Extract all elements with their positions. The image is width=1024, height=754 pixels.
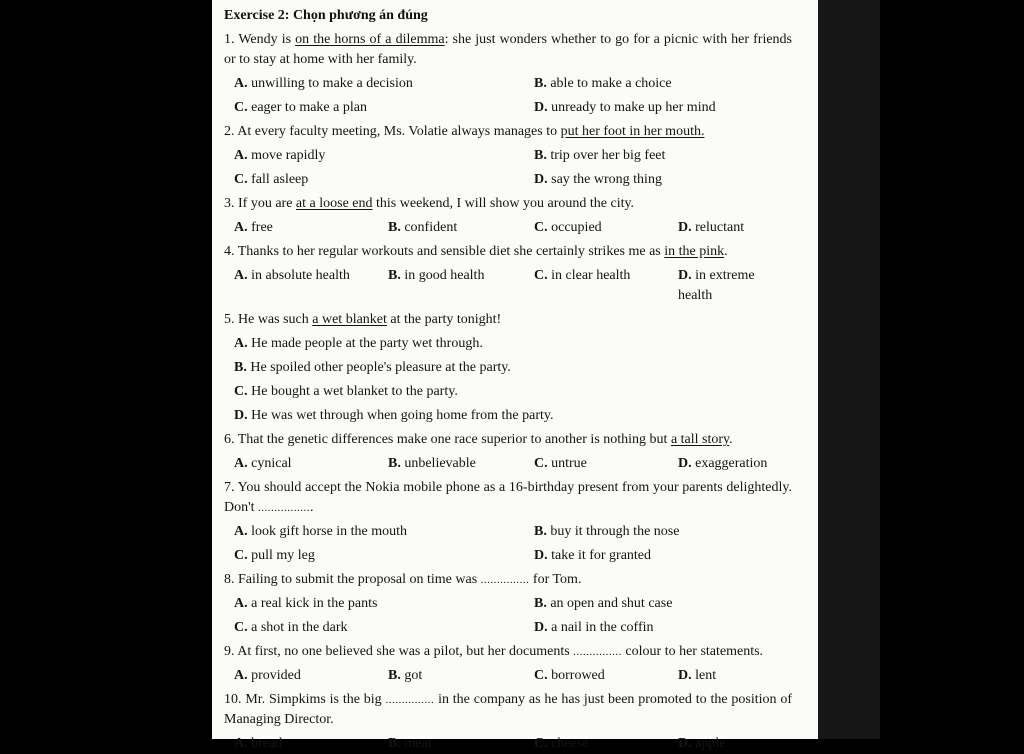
answer-option: A. cynical xyxy=(234,456,292,471)
question xyxy=(224,310,792,426)
answer-option: B. buy it through the nose xyxy=(534,524,680,539)
answer-option: C. eager to make a plan xyxy=(234,100,367,115)
question xyxy=(224,122,792,190)
fill-in-blank: ............... xyxy=(573,646,622,658)
option-label: C. xyxy=(534,220,548,235)
answer-option: A. bread xyxy=(234,736,283,751)
option-label: D. xyxy=(678,736,692,751)
option-label: A. xyxy=(234,596,248,611)
answer-option: B. confident xyxy=(388,220,458,235)
answer-option: D. in extreme health xyxy=(678,268,755,303)
stem-text: Wendy is xyxy=(238,32,296,47)
option-label: B. xyxy=(388,456,401,471)
option-label: B. xyxy=(534,524,547,539)
question xyxy=(224,642,792,686)
question xyxy=(224,242,792,306)
stem-text: this weekend, I will show you around the city. xyxy=(372,196,635,211)
option-label: A. xyxy=(234,668,248,683)
question xyxy=(224,478,792,566)
answer-options xyxy=(234,218,792,238)
option-label: D. xyxy=(678,268,692,283)
question-stem xyxy=(224,478,792,518)
option-label: A. xyxy=(234,220,248,235)
option-label: B. xyxy=(534,76,547,91)
answer-option: B. able to make a choice xyxy=(534,76,672,91)
option-label: B. xyxy=(388,668,401,683)
question xyxy=(224,690,792,754)
answer-option: C. cheese xyxy=(534,736,589,751)
underlined-idiom: a wet blanket xyxy=(312,312,387,327)
answer-option: C. in clear health xyxy=(534,268,631,283)
option-label: A. xyxy=(234,336,248,351)
answer-option: C. fall asleep xyxy=(234,172,309,187)
fill-in-blank: ............... xyxy=(385,694,435,706)
answer-option: A. unwilling to make a decision xyxy=(234,76,413,91)
option-label: D. xyxy=(534,548,548,563)
option-label: C. xyxy=(534,736,548,751)
option-label: C. xyxy=(234,100,248,115)
option-label: C. xyxy=(534,268,548,283)
answer-option: A. a real kick in the pants xyxy=(234,596,378,611)
question-number: 7. xyxy=(224,480,238,495)
question-number: 2. xyxy=(224,124,238,139)
underlined-idiom: a tall story xyxy=(670,432,730,447)
answer-option: B. unbelievable xyxy=(388,456,476,471)
question-stem xyxy=(224,122,792,142)
answer-option: C. occupied xyxy=(534,220,602,235)
option-label: D. xyxy=(678,456,692,471)
underlined-idiom: on the horns of a dilemma xyxy=(295,32,445,47)
stem-text: in the company as he has just been promoted to the position of Managing Director. xyxy=(224,692,793,727)
option-label: B. xyxy=(388,268,401,283)
answer-option: D. exaggeration xyxy=(678,456,768,471)
option-label: A. xyxy=(234,268,248,283)
answer-options xyxy=(234,334,792,426)
answer-option: C. untrue xyxy=(534,456,587,471)
option-label: C. xyxy=(234,620,248,635)
stem-text: You should accept the Nokia mobile phone as a 16-birthday present from your parents delightedly. Don't xyxy=(224,480,792,515)
stem-text: : she just wonders whether to go for a picnic with her friends or to stay at home with her family. xyxy=(224,32,792,67)
option-label: C. xyxy=(534,456,548,471)
option-label: C. xyxy=(234,548,248,563)
option-label: C. xyxy=(534,668,548,683)
option-label: D. xyxy=(534,620,548,635)
question xyxy=(224,430,792,474)
question xyxy=(224,30,792,118)
answer-options xyxy=(234,146,792,190)
answer-options xyxy=(234,734,792,754)
stem-text: . xyxy=(310,500,314,515)
stem-text: Thanks to her regular workouts and sensible diet she certainly strikes me as xyxy=(237,244,665,259)
answer-option: A. move rapidly xyxy=(234,148,326,163)
answer-options xyxy=(234,522,792,566)
question-list xyxy=(224,30,792,754)
stem-text: Failing to submit the proposal on time was xyxy=(238,572,481,587)
answer-option: D. He was wet through when going home from the party. xyxy=(234,408,554,423)
fill-in-blank: ................ xyxy=(258,502,311,514)
option-label: A. xyxy=(234,524,248,539)
worksheet-page xyxy=(212,0,818,751)
answer-option: B. trip over her big feet xyxy=(534,148,666,163)
stem-text: for Tom. xyxy=(529,572,582,587)
stem-text: At every faculty meeting, Ms. Volatie always manages to xyxy=(237,124,561,139)
option-label: D. xyxy=(678,668,692,683)
question-stem xyxy=(224,242,792,262)
answer-options xyxy=(234,74,792,118)
question-number: 5. xyxy=(224,312,238,327)
question-number: 10. xyxy=(224,692,246,707)
answer-options xyxy=(234,594,792,638)
stem-text: If you are xyxy=(238,196,296,211)
option-label: D. xyxy=(534,100,548,115)
stem-text: colour to her statements. xyxy=(621,644,764,659)
option-label: C. xyxy=(234,172,248,187)
stem-text: . xyxy=(729,432,733,447)
answer-option: B. an open and shut case xyxy=(534,596,673,611)
stem-text: That the genetic differences make one race superior to another is nothing but xyxy=(237,432,671,447)
answer-options xyxy=(234,266,792,306)
question-number: 8. xyxy=(224,572,238,587)
answer-option: C. a shot in the dark xyxy=(234,620,348,635)
answer-option: D. take it for granted xyxy=(534,548,652,563)
fill-in-blank: ............... xyxy=(480,574,530,586)
option-label: A. xyxy=(234,736,248,751)
answer-option: B. got xyxy=(388,668,423,683)
question-number: 3. xyxy=(224,196,238,211)
question-stem xyxy=(224,430,792,450)
answer-option: D. say the wrong thing xyxy=(534,172,662,187)
stem-text: . xyxy=(724,244,728,259)
question-stem xyxy=(224,194,792,214)
page-edge-shadow xyxy=(818,0,880,739)
answer-option: D. apple xyxy=(678,736,726,751)
question-stem xyxy=(224,30,792,70)
underlined-idiom: put her foot in her mouth. xyxy=(560,124,705,139)
question-number: 9. xyxy=(224,644,238,659)
option-label: B. xyxy=(534,596,547,611)
answer-option: A. in absolute health xyxy=(234,268,350,283)
answer-option: D. a nail in the coffin xyxy=(534,620,654,635)
option-label: D. xyxy=(534,172,548,187)
option-label: A. xyxy=(234,148,248,163)
exercise-title: Exercise 2: Chọn phương án đúng xyxy=(224,8,428,23)
stem-text: He was such xyxy=(238,312,313,327)
answer-option: A. free xyxy=(234,220,273,235)
underlined-idiom: at a loose end xyxy=(295,196,373,211)
answer-options xyxy=(234,454,792,474)
question xyxy=(224,194,792,238)
answer-option: C. pull my leg xyxy=(234,548,315,563)
answer-option: B. He spoiled other people's pleasure at the party. xyxy=(234,360,511,375)
answer-option: C. borrowed xyxy=(534,668,605,683)
question-number: 4. xyxy=(224,244,238,259)
answer-option: A. He made people at the party wet through. xyxy=(234,336,483,351)
stem-text: at the party tonight! xyxy=(386,312,502,327)
question-stem xyxy=(224,570,792,590)
question-stem xyxy=(224,690,792,730)
option-label: C. xyxy=(234,384,248,399)
answer-option: C. He bought a wet blanket to the party. xyxy=(234,384,458,399)
answer-option: B. meat xyxy=(388,736,432,751)
answer-option: D. unready to make up her mind xyxy=(534,100,716,115)
answer-option: D. reluctant xyxy=(678,220,745,235)
answer-options xyxy=(234,666,792,686)
question xyxy=(224,570,792,638)
answer-option: A. look gift horse in the mouth xyxy=(234,524,408,539)
stem-text: At first, no one believed she was a pilot, but her documents xyxy=(237,644,574,659)
option-label: A. xyxy=(234,76,248,91)
stem-text: Mr. Simpkims is the big xyxy=(245,692,386,707)
option-label: B. xyxy=(388,736,401,751)
question-number: 1. xyxy=(224,32,239,47)
answer-option: A. provided xyxy=(234,668,301,683)
question-number: 6. xyxy=(224,432,238,447)
option-label: B. xyxy=(234,360,247,375)
question-stem xyxy=(224,642,792,662)
option-label: B. xyxy=(534,148,547,163)
option-label: A. xyxy=(234,456,248,471)
underlined-idiom: in the pink xyxy=(664,244,725,259)
question-stem xyxy=(224,310,792,330)
option-label: D. xyxy=(678,220,692,235)
option-label: D. xyxy=(234,408,248,423)
option-label: B. xyxy=(388,220,401,235)
answer-option: B. in good health xyxy=(388,268,485,283)
answer-option: D. lent xyxy=(678,668,717,683)
